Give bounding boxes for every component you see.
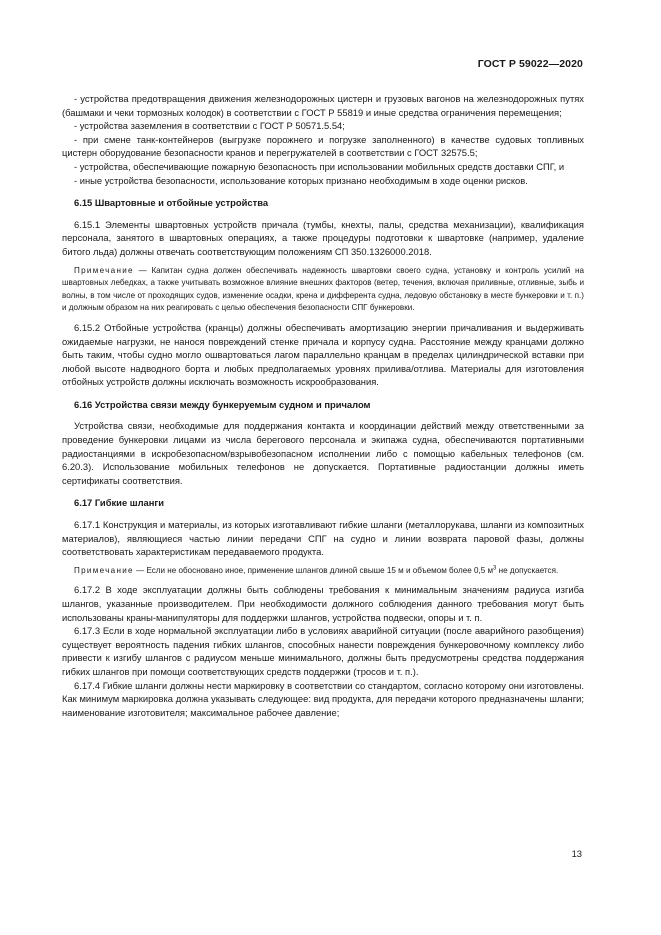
paragraph-6-15-2: 6.15.2 Отбойные устройства (кранцы) должны обеспечивать амортизацию энергии причаливания и выдерживать ожидаемые нагрузки, не нанося повреждений стенке причала и корпусу судна. Расстояние между кранцами должно быть таким, чтобы судно могло ошвартоваться лагом параллельно кранцам в пределах цилиндрической вставки при любой высоте надводного борта и любых предполагаемых уровнях прилива/отлива. Материалы для изготовления отбойных устройств должны исключать возможность искрообразования.: [62, 321, 584, 388]
note-text: — Если не обосновано иное, применение шлангов длиной свыше 15 м и объемом более 0,5 м: [133, 565, 494, 575]
intro-item: - устройства заземления в соответствии с ГОСТ Р 50571.5.54;: [74, 120, 345, 132]
note-text: — Капитан судна должен обеспечивать надежность швартовки своего судна, установку и контроль усилий на швартовных лебедках, а также учитывать возможное влияние внешних факторов (ветер, течения, включая приливные, отливные, зыбь и волны, в том числе от проходящих судов, изменение осадки, крена и дифферента судна, ледовую обстановку в месте бункеровки и т. п.) и должным образом на них реагировать с целью обеспечения безопасности СПГ бункеровки.: [62, 265, 584, 313]
section-heading-6-17: 6.17 Гибкие шланги: [74, 497, 165, 509]
intro-item: - иные устройства безопасности, использование которых признано необходимым в ходе оценки рисков.: [74, 174, 528, 186]
paragraph-6-17-3: 6.17.3 Если в ходе нормальной эксплуатации либо в условиях аварийной ситуации (после аварийного разобщения) существует вероятность падения гибких шлангов, способных нанести повреждения бункеровочному комплексу либо привести к изгибу шлангов с радиусом меньше минимального, должны быть предусмотрены средства поддержания гибких шлангов при помощи соответствующих средств поддержки (тросов и т. п.).: [62, 625, 584, 677]
section-heading-6-16: 6.16 Устройства связи между бункеруемым судном и причалом: [74, 398, 371, 410]
note-tail: не допускается.: [496, 565, 559, 575]
paragraph-6-15-1: 6.15.1 Элементы швартовных устройств причала (тумбы, кнехты, палы, средства механизации), квалификация персонала, занятого в швартовных операциях, а также процедуры подготовки к швартовке (например, удаление битого льда) должны отвечать соответствующим положениям СП 350.1326000.2018.: [62, 218, 584, 257]
page-number: 13: [571, 848, 582, 859]
note-label: Примечание: [74, 565, 134, 575]
page-content: [62, 92, 584, 719]
intro-item: - устройства, обеспечивающие пожарную безопасность при использовании мобильных средств доставки СПГ, и: [74, 160, 565, 172]
note-6-17: [62, 565, 584, 578]
paragraph-6-17-1: 6.17.1 Конструкция и материалы, из которых изготавливают гибкие шланги (металлорукава, шланги из композитных материалов), являющиеся частью линии передачи СПГ на судно и линии возврата паровой фазы, должны соответствовать характеристикам передаваемого продукта.: [62, 519, 584, 558]
note-6-15: [62, 265, 584, 315]
paragraph-6-17-2: 6.17.2 В ходе эксплуатации должны быть соблюдены требования к минимальным значениям радиуса изгиба шлангов, указанные производителем. При необходимости должного соблюдения данного требования могут быть использованы краны-манипуляторы для поддержки шлангов, устройства подвески, опоры и т. п.: [62, 584, 584, 623]
note-label: Примечание: [74, 265, 134, 275]
document-id: ГОСТ Р 59022—2020: [477, 58, 583, 70]
paragraph-6-17-4: 6.17.4 Гибкие шланги должны нести маркировку в соответствии со стандартом, согласно которому они изготовлены. Как минимум маркировка должна указывать следующее: вид продукта, для передачи которого предназначены шланги; наименование изготовителя; максимальное рабочее давление;: [62, 679, 584, 718]
intro-item: - устройства предотвращения движения железнодорожных цистерн и грузовых вагонов на железнодорожных путях (башмаки и чеки тормозных колодок) в соответствии с ГОСТ Р 55819 и иные средства ограничения перемещения;: [62, 93, 584, 118]
paragraph-6-16: Устройства связи, необходимые для поддержания контакта и координации действий между ответственными за проведение бункеровки лицами из числа берегового персонала и экипажа судна, обеспечиваются портативными радиостанциями в искробезопасном/взрывобезопасном исполнении либо с помощью кабельных телефонов (см. 6.20.3). Использование мобильных телефонов не допускается. Портативные радиостанции должны иметь сертификаты соответствия.: [62, 420, 584, 486]
note-superscript: 3: [493, 565, 497, 572]
intro-item: - при смене танк-контейнеров (выгрузке порожнего и погрузке заполненного) в качестве судовых топливных цистерн оборудование безопасности кранов и перегружателей в соответствии с ГОСТ 32575.5;: [62, 133, 584, 159]
section-heading-6-15: 6.15 Швартовные и отбойные устройства: [74, 197, 269, 209]
